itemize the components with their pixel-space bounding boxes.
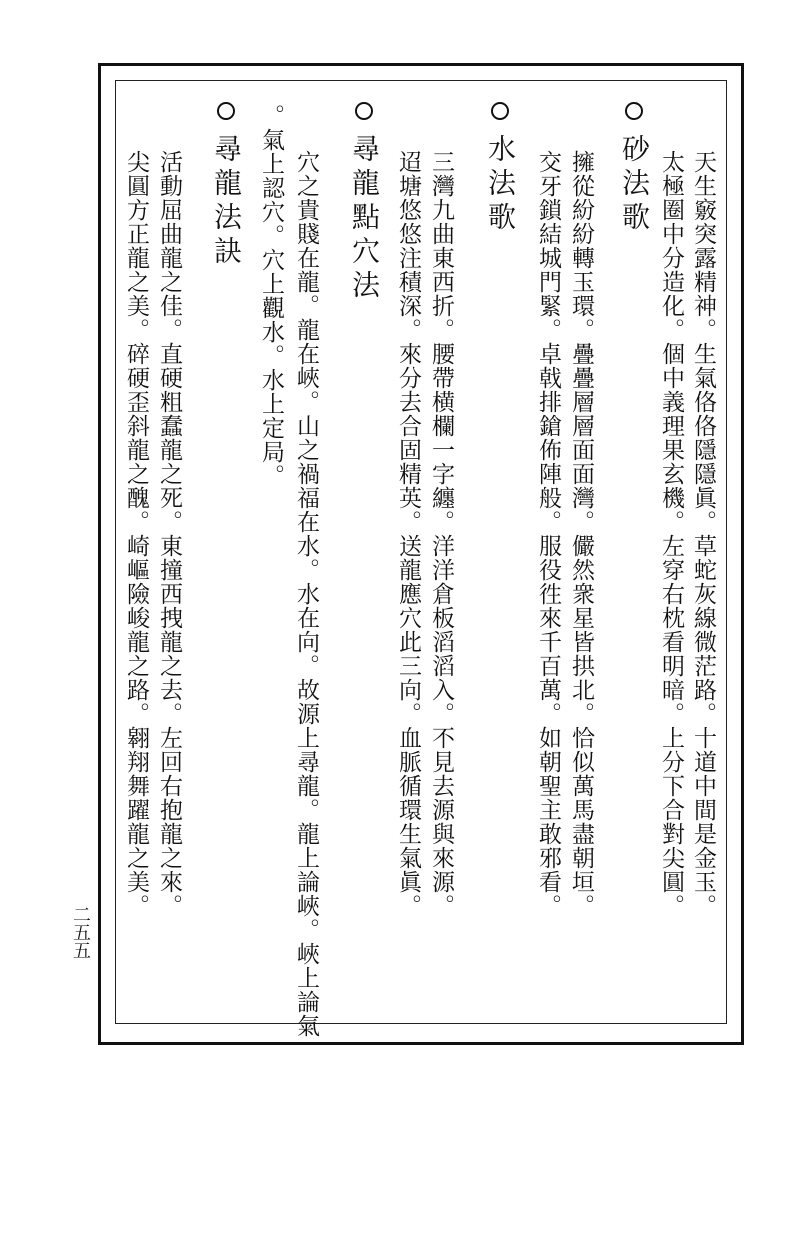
circle-marker-icon — [625, 102, 643, 120]
heading-text: 尋龍點穴法 — [348, 134, 381, 304]
text-column: 三灣九曲東西折。腰帶横欄一字纏。洋洋倉板滔滔入。不見去源與來源。 — [428, 150, 454, 918]
text-column: 擁從紛紛轉玉環。疊疊層層面面灣。儼然衆星皆拱北。恰似萬馬盡朝垣。 — [568, 150, 594, 918]
text-column: 尖圓方正龍之美。碎硬歪斜龍之醜。崎嶇險峻龍之路。翱翔舞躍龍之美。 — [123, 150, 149, 918]
text-column: 交牙鎖結城門緊。卓戟排鎗佈陣般。服役徃來千百萬。如朝聖主敢邪看。 — [535, 150, 561, 918]
text-column: 天生竅突露精神。生氣佫佫隱隱眞。草蛇灰線微茫路。十道中間是金玉。 — [690, 150, 716, 918]
heading-shui-fa-ge — [484, 102, 516, 236]
heading-text: 水法歌 — [484, 134, 517, 236]
heading-text: 尋龍法訣 — [210, 134, 243, 270]
text-column: 迢塘悠悠注積深。來分去合固精英。送龍應穴此三向。血脈循環生氣眞。 — [395, 150, 421, 918]
circle-marker-icon — [217, 102, 235, 120]
text-column: 活動屈曲龍之佳。直硬粗蠢龍之死。東撞西拽龍之去。左回右抱龍之來。 — [156, 150, 182, 918]
page-number: 二五五 — [70, 905, 91, 959]
heading-sha-fa-ge — [618, 102, 650, 236]
text-column: 。氣上認穴。穴上觀水。水上定局。 — [258, 104, 284, 488]
heading-text: 砂法歌 — [618, 134, 651, 236]
circle-marker-icon — [355, 102, 373, 120]
text-column: 穴之貴賤在龍。龍在峽。山之禍福在水。水在向。故源上尋龍。龍上論峽。峽上論氣 — [293, 150, 319, 1038]
heading-xun-long-fa-jue — [210, 102, 242, 270]
circle-marker-icon — [491, 102, 509, 120]
text-column: 太極圈中分造化。個中義理果玄機。左穿右枕看明暗。上分下合對尖圓。 — [658, 150, 684, 918]
heading-xun-long-dian-xue-fa — [348, 102, 380, 304]
